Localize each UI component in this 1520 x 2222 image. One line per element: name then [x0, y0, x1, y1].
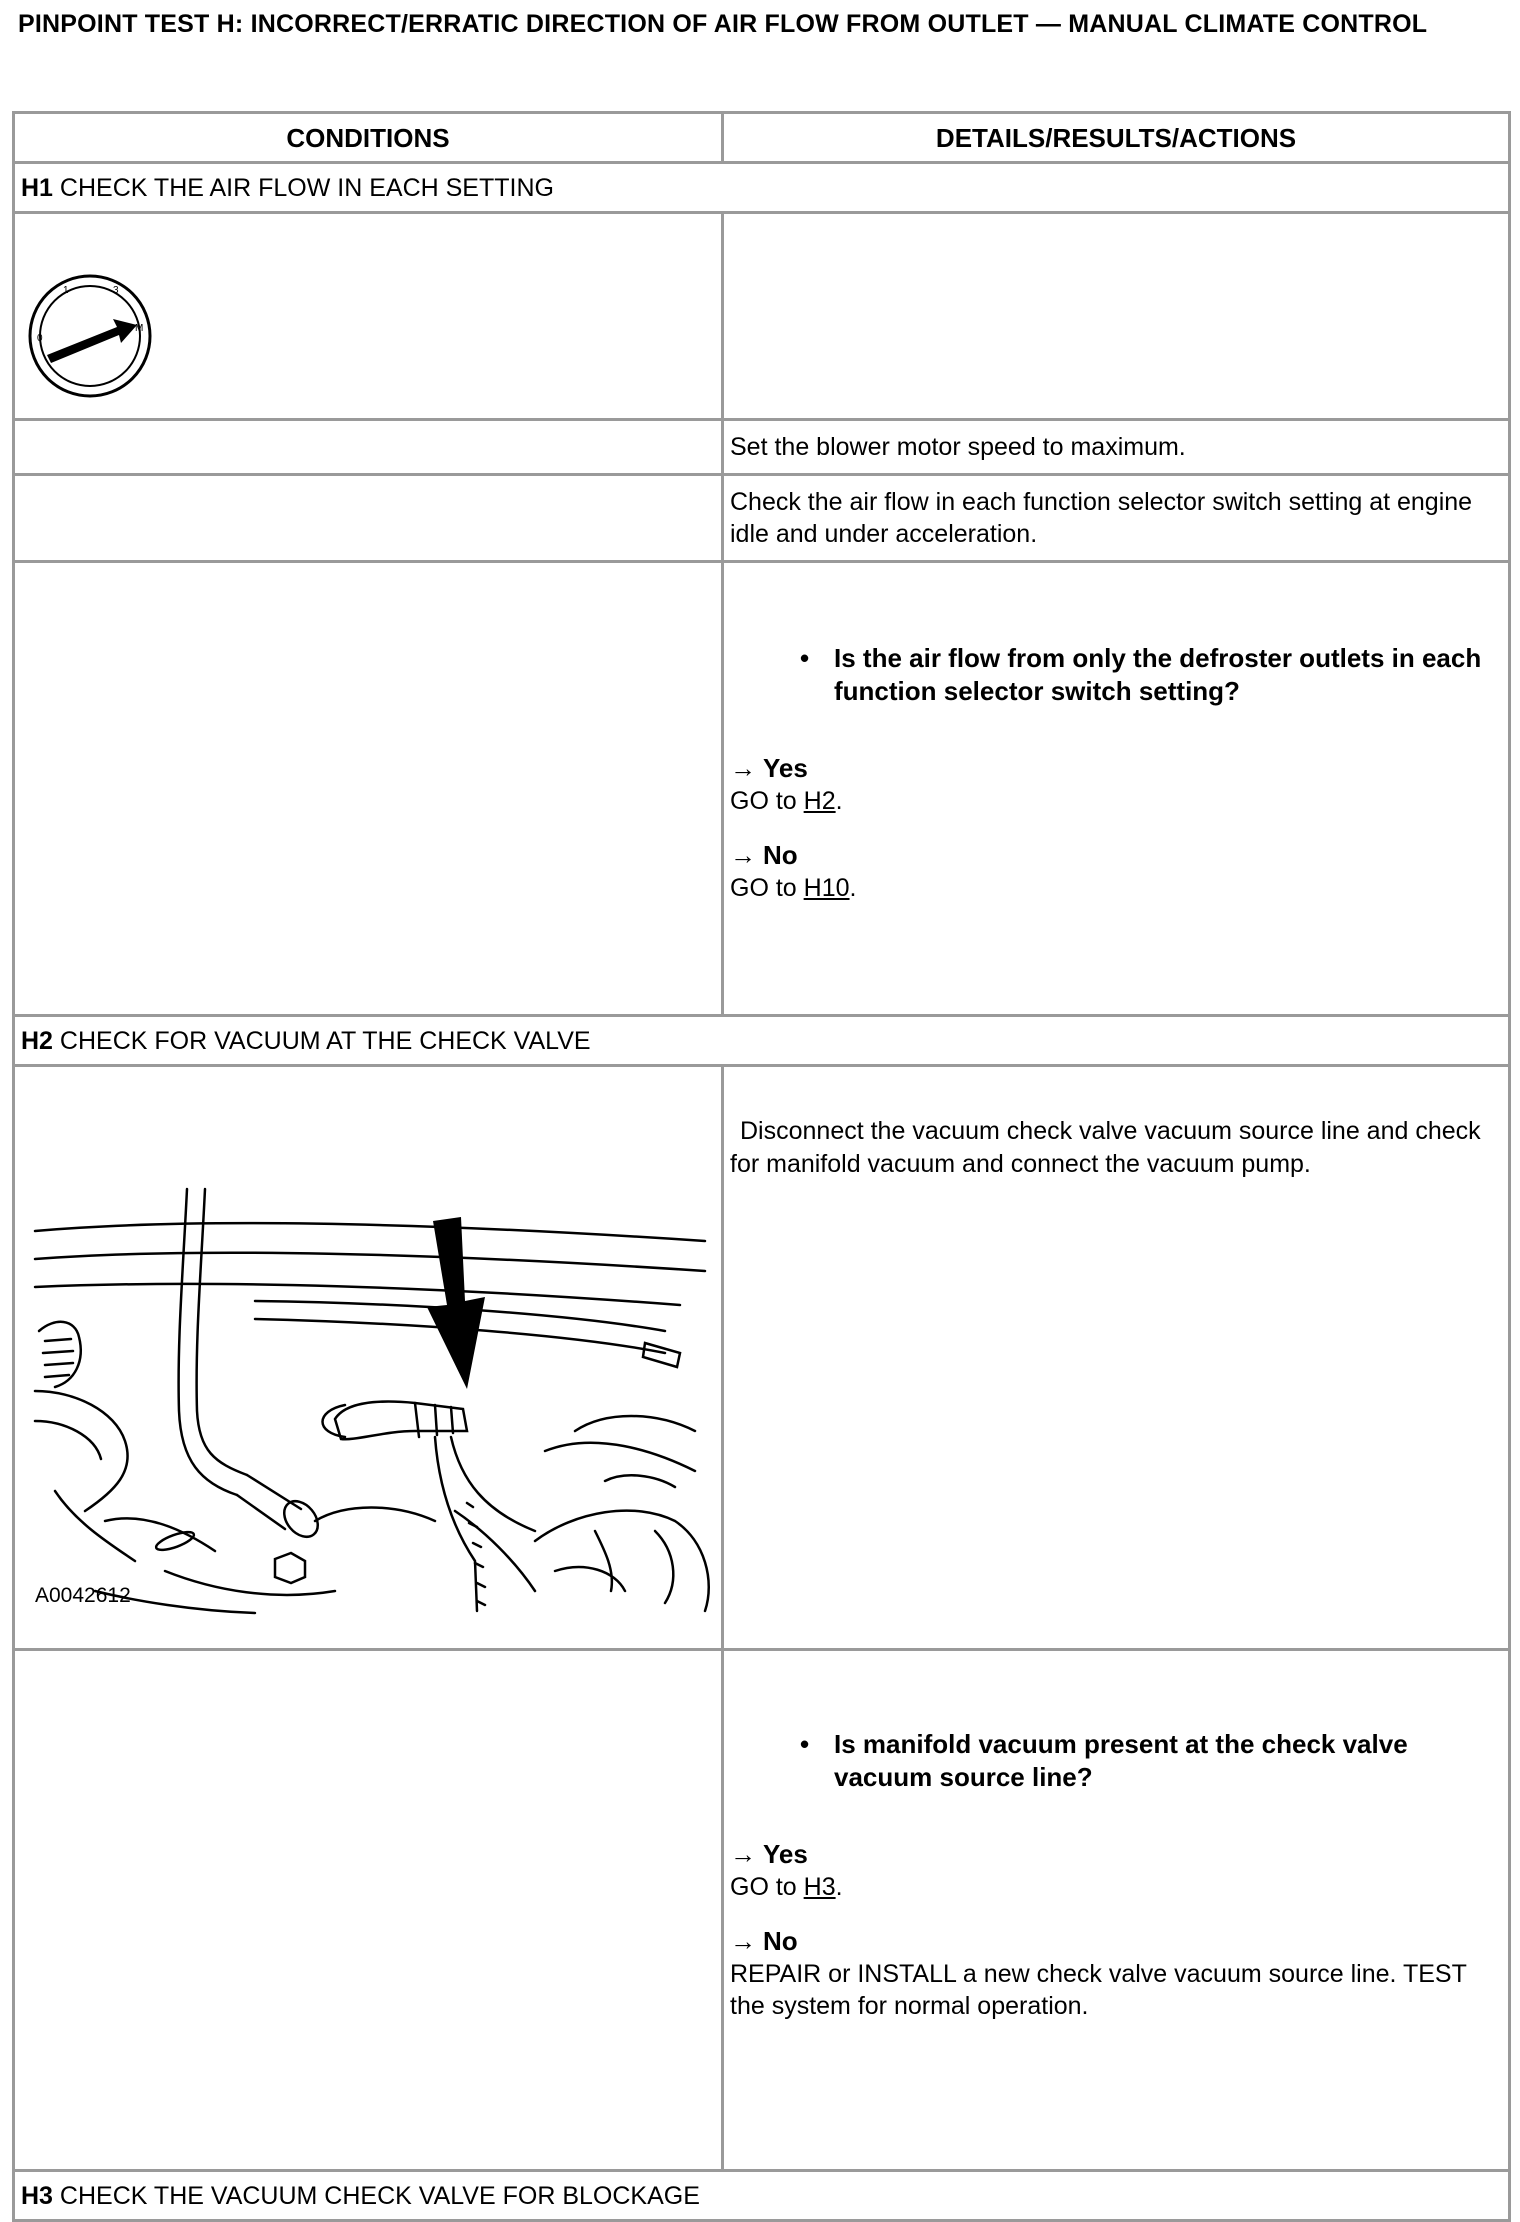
arrow-icon: →: [730, 753, 756, 783]
empty-cell: [14, 1650, 723, 2171]
yes-label: Yes: [762, 1839, 808, 1869]
arrow-icon: →: [730, 1926, 756, 1956]
question: • Is manifold vacuum present at the check valve vacuum source line?: [834, 1728, 1482, 1794]
step-heading-h1: [14, 163, 1510, 213]
result-suffix: .: [835, 1873, 843, 1901]
action-text: Disconnect the vacuum check valve vacuum source line and check for manifold vacuum and connect the vacuum pump.: [730, 1117, 1481, 1178]
svg-text:1: 1: [63, 285, 69, 296]
result-cell: [723, 562, 1510, 1016]
step-row-h3: [14, 2171, 1510, 2221]
step-title: CHECK THE AIR FLOW IN EACH SETTING: [59, 173, 554, 202]
action-cell: Check the air flow in each function selector switch setting at engine idle and under acceleration.: [723, 475, 1510, 562]
result-suffix: .: [849, 874, 857, 902]
result-cell: [723, 1650, 1510, 2171]
step-heading-h3: [14, 2171, 1510, 2221]
table-row: [14, 420, 1510, 475]
empty-cell: [14, 562, 723, 1016]
no-label: No: [762, 840, 798, 870]
link-h2[interactable]: H2: [803, 787, 836, 815]
step-heading-h2: [14, 1016, 1510, 1066]
arrow-icon: →: [730, 840, 756, 870]
page-title: PINPOINT TEST H: INCORRECT/ERRATIC DIRECTION OF AIR FLOW FROM OUTLET — MANUAL CLIMATE CONTROL: [18, 10, 1428, 38]
details-header: DETAILS/RESULTS/ACTIONS: [723, 113, 1510, 163]
yes-result: [730, 785, 1502, 817]
empty-cell: [723, 213, 1510, 420]
figure-cell: [14, 1066, 723, 1650]
table-header-row: [14, 113, 1510, 163]
result-prefix: GO to: [730, 874, 797, 902]
action-cell: [723, 1066, 1510, 1650]
yes-label: Yes: [762, 753, 808, 783]
table-row: [14, 1066, 1510, 1650]
question: • Is the air flow from only the defroster outlets in each function selector switch setting?: [834, 642, 1482, 708]
figure-code: A0042612: [35, 1584, 131, 1607]
check-valve-illustration: [15, 1091, 718, 1624]
step-title: CHECK THE VACUUM CHECK VALVE FOR BLOCKAGE: [59, 2181, 700, 2210]
action-cell: Set the blower motor speed to maximum.: [723, 420, 1510, 475]
step-title: CHECK FOR VACUUM AT THE CHECK VALVE: [59, 1026, 591, 1055]
result-prefix: GO to: [730, 787, 797, 815]
step-id: H1: [21, 173, 53, 202]
table-row: [14, 213, 1510, 420]
result-suffix: .: [835, 787, 843, 815]
link-h10[interactable]: H10: [803, 874, 850, 902]
svg-text:0: 0: [37, 333, 43, 344]
empty-cell: [14, 420, 723, 475]
step-row-h1: [14, 163, 1510, 213]
step-row-h2: [14, 1016, 1510, 1066]
no-result: [730, 872, 1502, 904]
empty-cell: [14, 475, 723, 562]
table-row: [14, 1650, 1510, 2171]
pinpoint-test-table: [12, 111, 1511, 2222]
table-row: [14, 562, 1510, 1016]
step-id: H3: [21, 2181, 53, 2210]
dial-cell: [14, 213, 723, 420]
arrow-icon: →: [730, 1839, 756, 1869]
svg-text:3: 3: [113, 285, 119, 296]
link-h3[interactable]: H3: [803, 1873, 836, 1901]
step-id: H2: [21, 1026, 53, 1055]
no-label: No: [762, 1926, 798, 1956]
svg-text:M: M: [135, 323, 144, 334]
conditions-header: CONDITIONS: [14, 113, 723, 163]
blower-speed-dial-icon: [25, 271, 155, 401]
no-result: REPAIR or INSTALL a new check valve vacuum source line. TEST the system for normal operation.: [730, 1960, 1467, 2020]
table-row: [14, 475, 1510, 562]
yes-result: [730, 1871, 1502, 1903]
result-prefix: GO to: [730, 1873, 797, 1901]
